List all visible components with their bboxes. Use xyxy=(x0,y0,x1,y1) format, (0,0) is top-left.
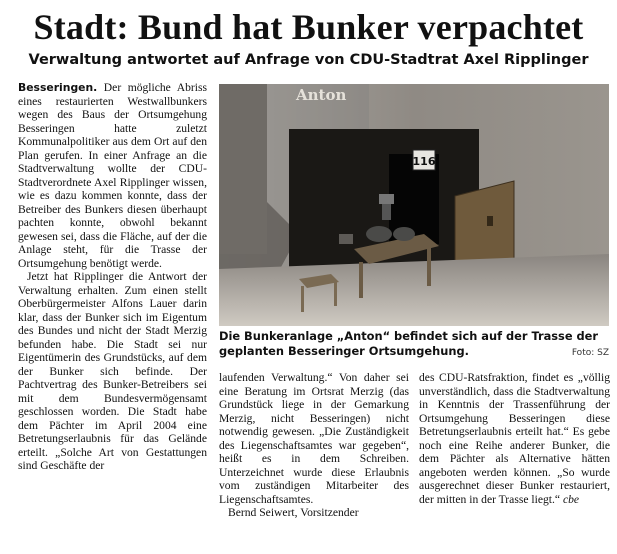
paragraph-5-text: des CDU-Ratsfraktion, findet es „völlig unverständlich, dass die Stadtverwaltung in Kenntnis der Trassenführung der Ortsumgehung Besseringen diese Betretungserlaubnis erteilt hat.“ Es gebe noch eine Reihe anderer Bunker, die dem Pächter als Alternative hätten angeboten werden können. „So wurde ausgerechnet dieser Bunker restauriert, der mitten in der Trasse liegt.“ xyxy=(419,371,610,506)
paragraph-4: Bernd Seiwert, Vorsitzender xyxy=(228,506,359,519)
paragraph-5 xyxy=(419,371,610,506)
article-column-1 xyxy=(18,81,207,473)
photo-caption: Die Bunkeranlage „Anton“ befindet sich auf der Trasse der geplanten Besseringer Ortsumgehung. xyxy=(219,329,599,358)
photo-credit: Foto: SZ xyxy=(571,348,609,358)
paragraph-1 xyxy=(18,81,207,270)
bunker-sign: Anton xyxy=(296,86,347,104)
door-number: 116 xyxy=(412,155,436,168)
bunker-photo xyxy=(219,84,609,326)
headline: Stadt: Bund hat Bunker verpachtet xyxy=(33,7,584,47)
paragraph-2: Jetzt hat Ripplinger die Antwort der Verwaltung erhalten. Zum einen stellt Oberbürgermeister Alfons Lauer darin klar, dass der Bunker sich im Eigentum des Bundes und nicht der Stadt Merzig befunden habe. Die Stadt sei nur Eigentümerin des Grundstücks, auf dem der Bunker sich befinde. Der Pachtvertrag des Bunker-Betreibers sei mit dem Bundesvermögensamt geschlossen worden. Die Stadt habe dem Pächter im April 2004 eine Betretungserlaubnis für das Gelände erteilt. „Solche Art von Gestattungen sind Geschäfte der xyxy=(18,270,207,472)
article-column-3 xyxy=(419,371,610,506)
paragraph-3: laufenden Verwaltung.“ Von daher sei eine Beratung im Ortsrat Merzig (das Grundstück liege in der Gemarkung Merzig, nicht Besseringen) nicht notwendig gewesen. „Die Zuständigkeit des Liegenschaftsamtes war gegeben“, heißt es in dem Schreiben. Unterzeichnet wurde diese Erlaubnis vom zuständigen Mitarbeiter des Liegenschaftsamtes. xyxy=(219,371,409,506)
subheadline: Verwaltung antwortet auf Anfrage von CDU-Stadtrat Axel Ripplinger xyxy=(28,52,589,68)
author-initials: cbe xyxy=(562,492,580,506)
article-column-2 xyxy=(219,371,409,520)
dateline: Besseringen. xyxy=(18,81,98,94)
paragraph-1-text: Der mögliche Abriss eines restaurierten Westwallbunkers wegen des Baus der Ortsumgehung Besseringen hatte zuletzt Kommunalpolitiker aus dem Ort auf den Plan gerufen. In einer Anfrage an die Stadtverwaltung wollte der CDU-Stadtverordnete Axel Ripplinger wissen, wie es dazu kommen konnte, dass der Betreiber des Bunkers diesen überhaupt pachten konnte, obwohl bekannt gewesen sei, dass die Fläche, auf der die Anlage steht, für die Trasse der Ortsumgehung benötigt werde. xyxy=(18,81,207,270)
